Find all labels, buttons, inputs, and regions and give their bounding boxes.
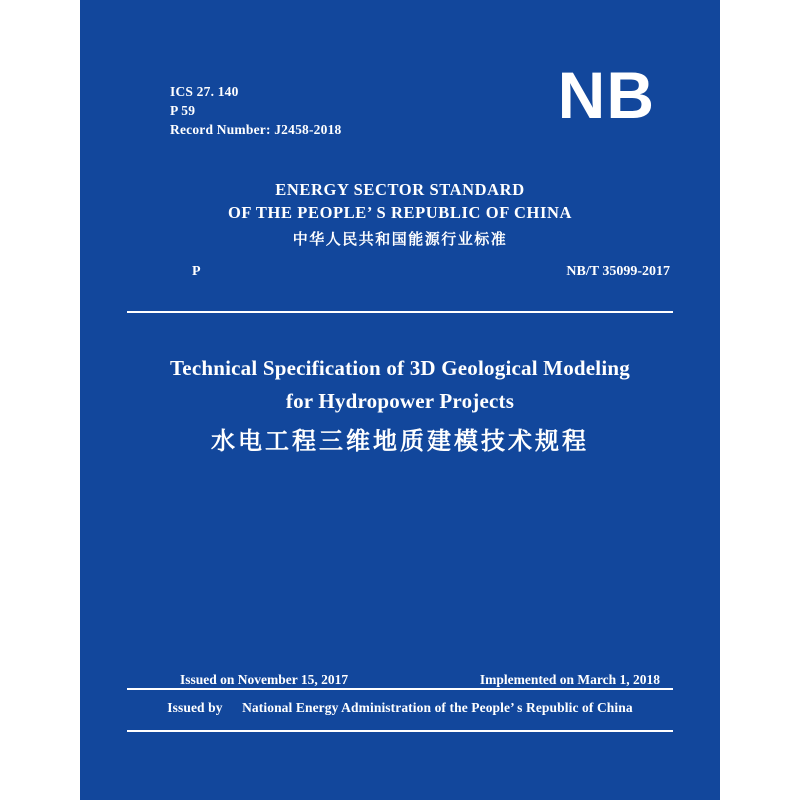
issued-date: Issued on November 15, 2017 bbox=[180, 672, 349, 687]
nb-logo: NB bbox=[557, 58, 655, 132]
agency-line-en-2: OF THE PEOPLE’ S REPUBLIC OF CHINA bbox=[227, 203, 573, 222]
divider-bottom-2 bbox=[127, 730, 673, 732]
issuer-label: Issued by bbox=[167, 700, 223, 715]
record-number: Record Number: J2458-2018 bbox=[170, 122, 342, 137]
ics-number: ICS 27. 140 bbox=[170, 84, 239, 99]
dates-row bbox=[180, 672, 660, 688]
title-en-line-2: for Hydropower Projects bbox=[285, 389, 515, 413]
standard-cover-page bbox=[80, 0, 720, 800]
divider-bottom-1 bbox=[127, 688, 673, 690]
issuing-agency-block bbox=[80, 178, 720, 254]
title-cn: 水电工程三维地质建模技术规程 bbox=[211, 427, 589, 455]
identification-block bbox=[170, 82, 341, 139]
classification-row bbox=[192, 264, 670, 280]
issuer-name: National Energy Administration of the People’ s Republic of China bbox=[242, 700, 633, 715]
classification-letter: P bbox=[192, 264, 201, 279]
agency-line-en-1: ENERGY SECTOR STANDARD bbox=[275, 180, 525, 199]
title-block bbox=[120, 352, 680, 464]
issuer-row bbox=[80, 700, 720, 716]
divider-top bbox=[127, 311, 673, 313]
agency-line-cn: 中华人民共和国能源行业标准 bbox=[292, 230, 508, 248]
classification-code: P 59 bbox=[170, 103, 196, 118]
implemented-date: Implemented on March 1, 2018 bbox=[479, 672, 660, 687]
title-en-line-1: Technical Specification of 3D Geological Modeling bbox=[170, 356, 630, 380]
standard-number: NB/T 35099-2017 bbox=[566, 264, 670, 279]
